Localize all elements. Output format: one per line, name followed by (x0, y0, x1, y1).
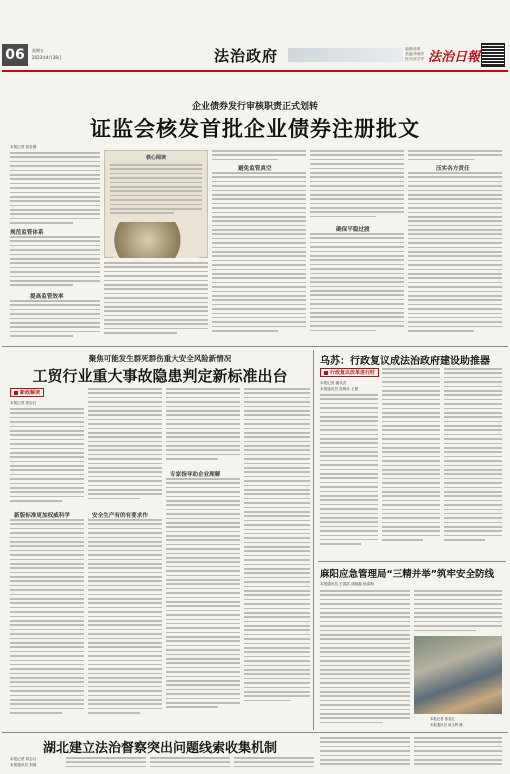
lead-col1 (10, 152, 100, 226)
story2-col3 (166, 388, 240, 468)
lead-col5 (408, 150, 502, 162)
story4-photo (414, 636, 502, 714)
story3-divider (318, 561, 506, 562)
story4-headline: 麻阳应急管理局“三精并举”筑牢安全防线 (320, 569, 494, 580)
story2-tag: 新政解读 (10, 388, 44, 397)
lead-divider (2, 346, 508, 347)
core-reading-box (104, 150, 208, 258)
story2-col2b (88, 519, 162, 729)
lead-byline: 本报记者 蒋若静 (10, 145, 37, 149)
story3-col3 (444, 368, 502, 558)
lead-col1c (10, 300, 100, 340)
story2-byline: 本报记者 蔡岩红 (10, 401, 37, 405)
story4-byline: 本报通讯员 王滨武 胡晓磊 杨清海 (320, 582, 374, 586)
story4-photo-caption: 本报记者 蒋若红 (430, 717, 455, 721)
story4-col2 (414, 590, 502, 634)
page-number: 06 (2, 44, 28, 66)
page-weekday: 星期五 (32, 48, 44, 53)
story4-col1 (320, 590, 410, 728)
lead-kicker: 企业债券发行审核职责正式划转 (191, 102, 318, 112)
section-title: 法治政府 (214, 47, 279, 65)
story3-col1 (320, 394, 378, 558)
story2-sub-heading-1: 新版标准更加权威科学 (14, 513, 70, 519)
story3-byline: 本报记者 潘从武 (320, 381, 347, 385)
editor-credits: 编辑/张维 美编/李晓军 校对/张学军 (405, 47, 425, 61)
story5-headline: 湖北建立法治督察突出问题线索收集机制 (42, 741, 277, 756)
story3-byline-2: 本报通讯员 詹梅乐 王源 (320, 387, 359, 391)
lead-col5b (408, 172, 502, 342)
lead-sub-heading-5: 压实各方责任 (436, 166, 470, 172)
story3-col2 (382, 368, 440, 558)
story2-sub-heading-3: 专家指导助企业理解 (170, 472, 221, 478)
story2-headline: 工贸行业重大事故隐患判定新标准出台 (32, 367, 288, 385)
core-reading-title: 核心阅读 (145, 155, 166, 161)
story2-kicker: 聚焦可能发生群死群伤重大安全风险新情况 (88, 354, 232, 363)
lead-col3b (212, 172, 306, 342)
lead-col3 (212, 150, 306, 162)
story2-col1b (10, 519, 84, 729)
story2-sub-heading-2: 安全生产有的有要求作 (92, 513, 148, 519)
bonds-illustration (113, 222, 199, 258)
story5-col2 (150, 757, 230, 771)
header-rule (2, 70, 508, 72)
bottom-divider (2, 732, 508, 733)
qr-code-icon (482, 44, 504, 66)
lead-headline: 证监会核发首批企业债券注册批文 (90, 117, 420, 141)
story3-tag: 行政复议改革进行时 (320, 368, 379, 377)
lead-col4 (310, 150, 404, 222)
story5-col1 (66, 757, 146, 771)
lead-col2 (104, 262, 208, 342)
section-banner (288, 48, 403, 62)
lead-sub-heading-2: 提高监管效率 (30, 294, 64, 300)
lead-col4b (310, 233, 404, 341)
masthead-logo: 法治日報 (428, 50, 481, 65)
story5-col3 (234, 757, 314, 771)
tag-marker-icon (14, 391, 18, 395)
story3-headline: 乌苏：行政复议成法治政府建设助推器 (320, 356, 490, 367)
tag-marker-icon (324, 371, 328, 375)
story5-col4 (320, 737, 410, 771)
story5-byline: 本报记者 刘志月 (10, 757, 37, 761)
story2-col2 (88, 388, 162, 508)
story2-col1 (10, 408, 84, 508)
story2-col3b (166, 478, 240, 728)
lead-col1b (10, 236, 100, 290)
vertical-divider (313, 350, 314, 730)
story2-col4 (244, 388, 310, 728)
page-date: 2023年4月28日 (32, 55, 62, 60)
page-header (0, 44, 510, 70)
lead-sub-heading-3: 避免监管真空 (238, 166, 272, 172)
lead-sub-heading-4: 确保平稳过渡 (336, 227, 370, 233)
story4-photo-caption-2: 本报通讯员 黄玉辉 摄 (430, 723, 463, 727)
story5-col5 (414, 737, 502, 771)
story5-byline-2: 本报通讯员 刘源 (10, 763, 37, 767)
lead-sub-heading-1: 规范监管体系 (10, 230, 44, 236)
